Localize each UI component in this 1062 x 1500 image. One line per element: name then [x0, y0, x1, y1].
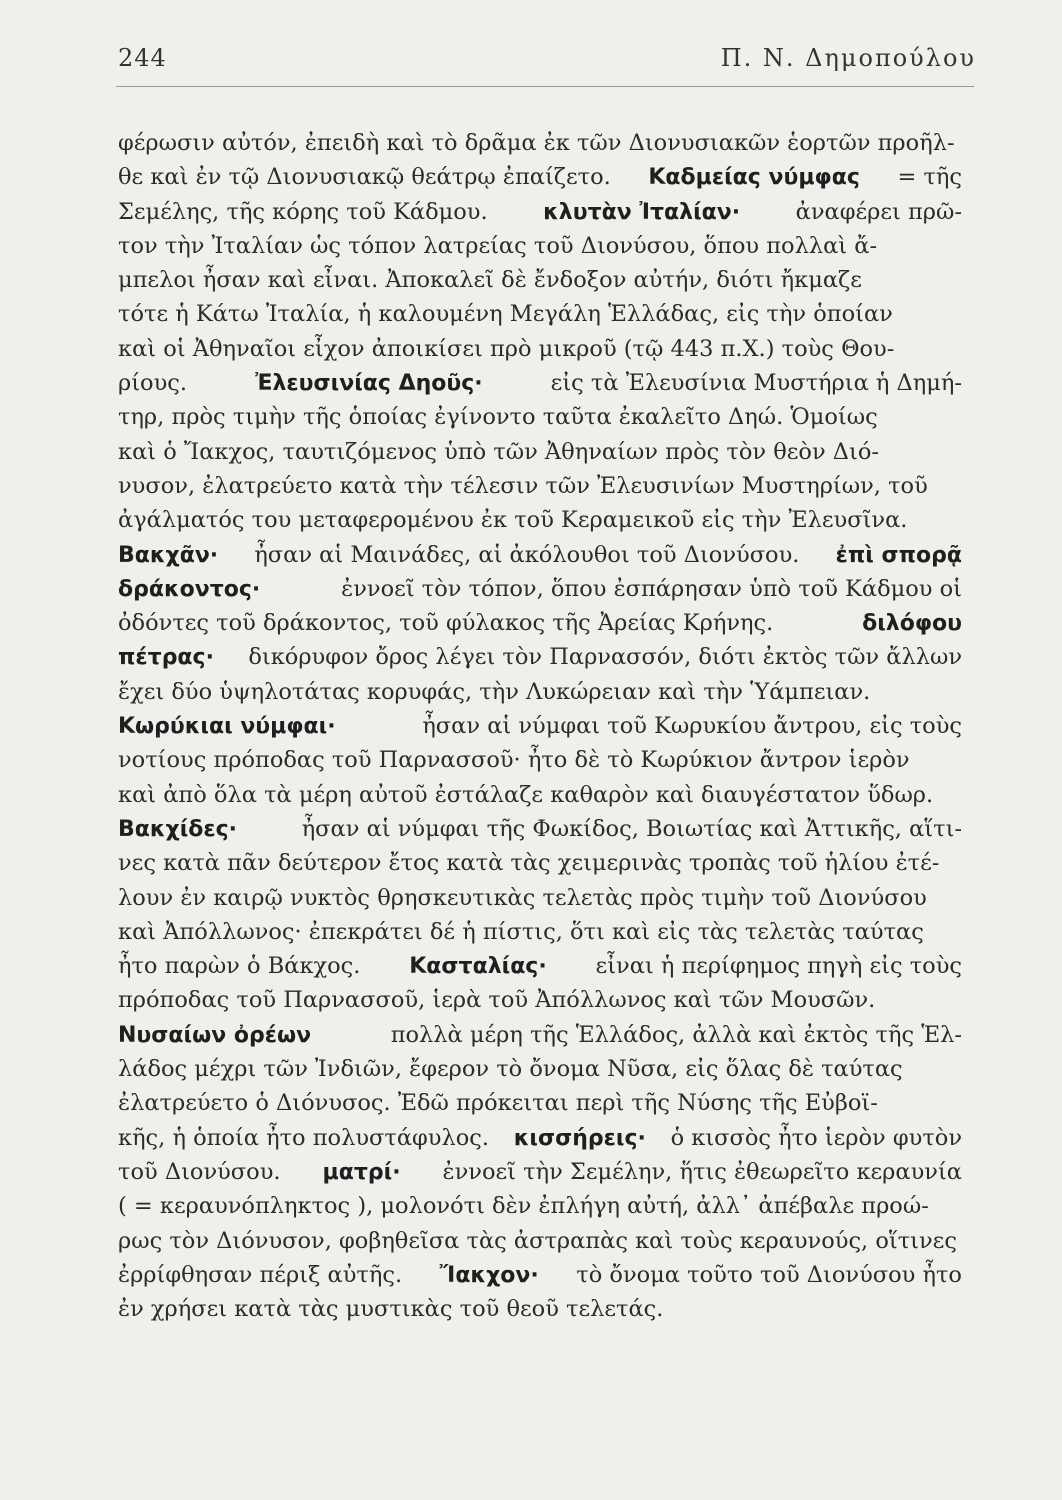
text-line [118, 1292, 962, 1326]
text-line [118, 435, 962, 469]
text-segment: λάδος μέχρι τῶν Ἰνδιῶν, ἔφερον τὸ ὄνομα Νῦσα, εἰς ὅλας δὲ ταύτας [118, 1056, 903, 1083]
text-line [118, 709, 962, 743]
text-line [118, 1018, 962, 1052]
text-segment: φέρωσιν αὐτόν, ἐπειδὴ καὶ τὸ δρᾶμα ἐκ τῶν Διονυσιακῶν ἑορτῶν προῆλ- [118, 130, 955, 156]
text-segment: καὶ ἀπὸ ὅλα τὰ μέρη αὐτοῦ ἐστάλαζε καθαρὸν καὶ διαυγέστατον ὕδωρ. [118, 781, 934, 808]
text-segment: τὸ ὄνομα τοῦτο τοῦ Διονύσου ἦτο [576, 1261, 962, 1288]
text-line [118, 400, 962, 434]
text-line [118, 812, 962, 846]
text-segment: θε καὶ ἐν τῷ Διονυσιακῷ θεάτρῳ ἐπαίζετο. [118, 164, 611, 191]
commentary-text [118, 126, 962, 1326]
text-segment: ἀγάλματός του μεταφερομένου ἐκ τοῦ Κεραμεικοῦ εἰς τὴν Ἐλευσῖνα. [118, 507, 908, 534]
text-segment: ἦσαν αἱ νύμφαι τοῦ Κωρυκίου ἄντρου, εἰς τοὺς [422, 713, 962, 740]
text-segment: καὶ ὁ Ἴακχος, ταυτιζόμενος ὑπὸ τῶν Ἀθηναίων πρὸς τὸν θεὸν Διό- [118, 438, 880, 465]
lemma-heading: Κασταλίας· [409, 954, 547, 980]
text-line [118, 297, 962, 331]
lemma-heading: κλυτὰν Ἰταλίαν· [543, 199, 741, 225]
text-segment: νοτίους πρόποδας τοῦ Παρνασσοῦ· ἦτο δὲ τὸ Κωρύκιον ἄντρον ἱερὸν [118, 747, 910, 774]
text-line [118, 126, 962, 160]
lemma-heading: Κωρύκιαι νύμφαι· [118, 714, 336, 740]
text-segment: Σεμέλης, τῆς κόρης τοῦ Κάδμου. [118, 198, 488, 225]
text-line [118, 229, 962, 263]
text-segment: τον τὴν Ἰταλίαν ὡς τόπον λατρείας τοῦ Διονύσου, ὅπου πολλαὶ ἄ- [118, 232, 878, 259]
text-line [118, 640, 962, 674]
text-segment: τηρ, πρὸς τιμὴν τῆς ὁποίας ἐγίνοντο ταῦτα ἐκαλεῖτο Δηώ. Ὁμοίως [118, 404, 878, 431]
text-line [118, 469, 962, 503]
text-segment: νες κατὰ πᾶν δεύτερον ἔτος κατὰ τὰς χειμερινὰς τροπὰς τοῦ ἡλίου ἐτέ- [118, 850, 940, 877]
text-segment: κῆς, ἡ ὁποία ἦτο πολυστάφυλος. [118, 1124, 490, 1151]
text-segment: πολλὰ μέρη τῆς Ἑλλάδος, ἀλλὰ καὶ ἐκτὸς τῆς Ἑλ- [390, 1021, 962, 1048]
text-segment: ἀναφέρει πρῶ- [795, 198, 962, 225]
text-line [118, 503, 962, 537]
text-line [118, 195, 962, 229]
lemma-heading: δράκοντος· [118, 576, 261, 602]
text-segment: εἶναι ἡ περίφημος πηγὴ εἰς τοὺς [595, 953, 962, 980]
text-line [118, 160, 962, 194]
text-line [118, 332, 962, 366]
text-segment: καὶ οἱ Ἀθηναῖοι εἶχον ἀποικίσει πρὸ μικροῦ (τῷ 443 π.Χ.) τοὺς Θου- [118, 335, 895, 362]
text-line [118, 1258, 962, 1292]
text-segment: ἐννοεῖ τὴν Σεμέλην, ἥτις ἐθεωρεῖτο κεραυνία [442, 1158, 962, 1185]
text-line [118, 1155, 962, 1189]
lemma-heading: ματρί· [322, 1159, 401, 1185]
text-segment: καὶ Ἀπόλλωνος· ἐπεκράτει δέ ἡ πίστις, ὅτι καὶ εἰς τὰς τελετὰς ταύτας [118, 918, 924, 945]
text-line [118, 983, 962, 1017]
text-segment: ἐννοεῖ τὸν τόπον, ὅπου ἐσπάρησαν ὑπὸ τοῦ Κάδμου οἱ [341, 575, 962, 602]
text-line [118, 949, 962, 983]
text-segment: ἦτο παρὼν ὁ Βάκχος. [118, 953, 361, 980]
text-segment: εἰς τὰ Ἐλευσίνια Μυστήρια ἡ Δημή- [550, 370, 962, 397]
text-line [118, 881, 962, 915]
text-line [118, 778, 962, 812]
lemma-heading: Ἴακχον· [439, 1262, 539, 1288]
running-head: Π. Ν. Δημοπούλου [720, 44, 976, 72]
text-line [118, 1052, 962, 1086]
text-segment: τότε ἡ Κάτω Ἰταλία, ἡ καλουμένη Μεγάλη Ἑλλάδας, εἰς τὴν ὁποίαν [118, 301, 893, 328]
text-segment: ὀδόντες τοῦ δράκοντος, τοῦ φύλακος τῆς Ἀρείας Κρήνης. [118, 610, 774, 637]
text-line [118, 606, 962, 640]
lemma-heading: κισσήρεις· [513, 1125, 646, 1151]
lemma-heading: Βακχίδες· [118, 816, 238, 842]
lemma-heading: Ἐλευσινίας Δηοῦς· [255, 371, 483, 397]
text-segment: ἐν χρήσει κατὰ τὰς μυστικὰς τοῦ θεοῦ τελετάς. [118, 1296, 664, 1323]
text-segment: = τῆς [897, 164, 962, 191]
text-segment: λουν ἐν καιρῷ νυκτὸς θρησκευτικὰς τελετὰς πρὸς τιμὴν τοῦ Διονύσου [118, 884, 927, 911]
text-segment: ἦσαν αἱ Μαινάδες, αἱ ἀκόλουθοι τοῦ Διονύσου. [254, 541, 800, 568]
text-segment: ἔχει δύο ὑψηλοτάτας κορυφάς, τὴν Λυκώρειαν καὶ τὴν Ὑάμπειαν. [118, 678, 871, 705]
lemma-heading: πέτρας· [118, 645, 214, 671]
text-segment: ἐλατρεύετο ὁ Διόνυσος. Ἐδῶ πρόκειται περὶ τῆς Νύσης τῆς Εὐβοϊ- [118, 1090, 878, 1117]
text-line [118, 572, 962, 606]
text-line [118, 1086, 962, 1120]
lemma-heading: Καδμείας νύμφας [648, 165, 860, 191]
text-line [118, 263, 962, 297]
text-segment: ( = κεραυνόπληκτος ), μολονότι δὲν ἐπλήγη αὐτή, ἀλλ᾿ ἀπέβαλε προώ- [118, 1193, 929, 1220]
text-line [118, 1189, 962, 1223]
text-segment: τοῦ Διονύσου. [118, 1158, 281, 1185]
lemma-heading: ἐπὶ σπορᾷ [835, 542, 962, 568]
page-number: 244 [118, 44, 167, 72]
text-segment: ρως τὸν Διόνυσον, φοβηθεῖσα τὰς ἀστραπὰς καὶ τοὺς κεραυνούς, οἵτινες [118, 1227, 957, 1254]
text-line [118, 743, 962, 777]
lemma-heading: διλόφου [862, 611, 962, 637]
text-segment: δικόρυφον ὄρος λέγει τὸν Παρνασσόν, διότι ἐκτὸς τῶν ἄλλων [248, 644, 962, 671]
text-segment: ἐρρίφθησαν πέριξ αὐτῆς. [118, 1261, 403, 1288]
text-segment: ρίους. [118, 370, 188, 397]
text-segment: ἦσαν αἱ νύμφαι τῆς Φωκίδος, Βοιωτίας καὶ Ἀττικῆς, αἵτι- [301, 815, 962, 842]
text-line [118, 675, 962, 709]
text-segment: πρόποδας τοῦ Παρνασσοῦ, ἱερὰ τοῦ Ἀπόλλωνος καὶ τῶν Μουσῶν. [118, 987, 876, 1014]
header-rule [116, 86, 974, 87]
text-line [118, 538, 962, 572]
text-segment: μπελοι ἦσαν καὶ εἶναι. Ἀποκαλεῖ δὲ ἔνδοξον αὐτήν, διότι ἤκμαζε [118, 267, 862, 294]
text-segment: ὁ κισσὸς ἦτο ἱερὸν φυτὸν [670, 1124, 962, 1151]
text-line [118, 1121, 962, 1155]
text-segment: νυσον, ἐλατρεύετο κατὰ τὴν τέλεσιν τῶν Ἐλευσινίων Μυστηρίων, τοῦ [118, 472, 928, 499]
text-line [118, 366, 962, 400]
text-line [118, 846, 962, 880]
lemma-heading: Βακχᾶν· [118, 542, 219, 568]
text-line [118, 1224, 962, 1258]
text-line [118, 915, 962, 949]
lemma-heading: Νυσαίων ὀρέων [118, 1022, 312, 1048]
